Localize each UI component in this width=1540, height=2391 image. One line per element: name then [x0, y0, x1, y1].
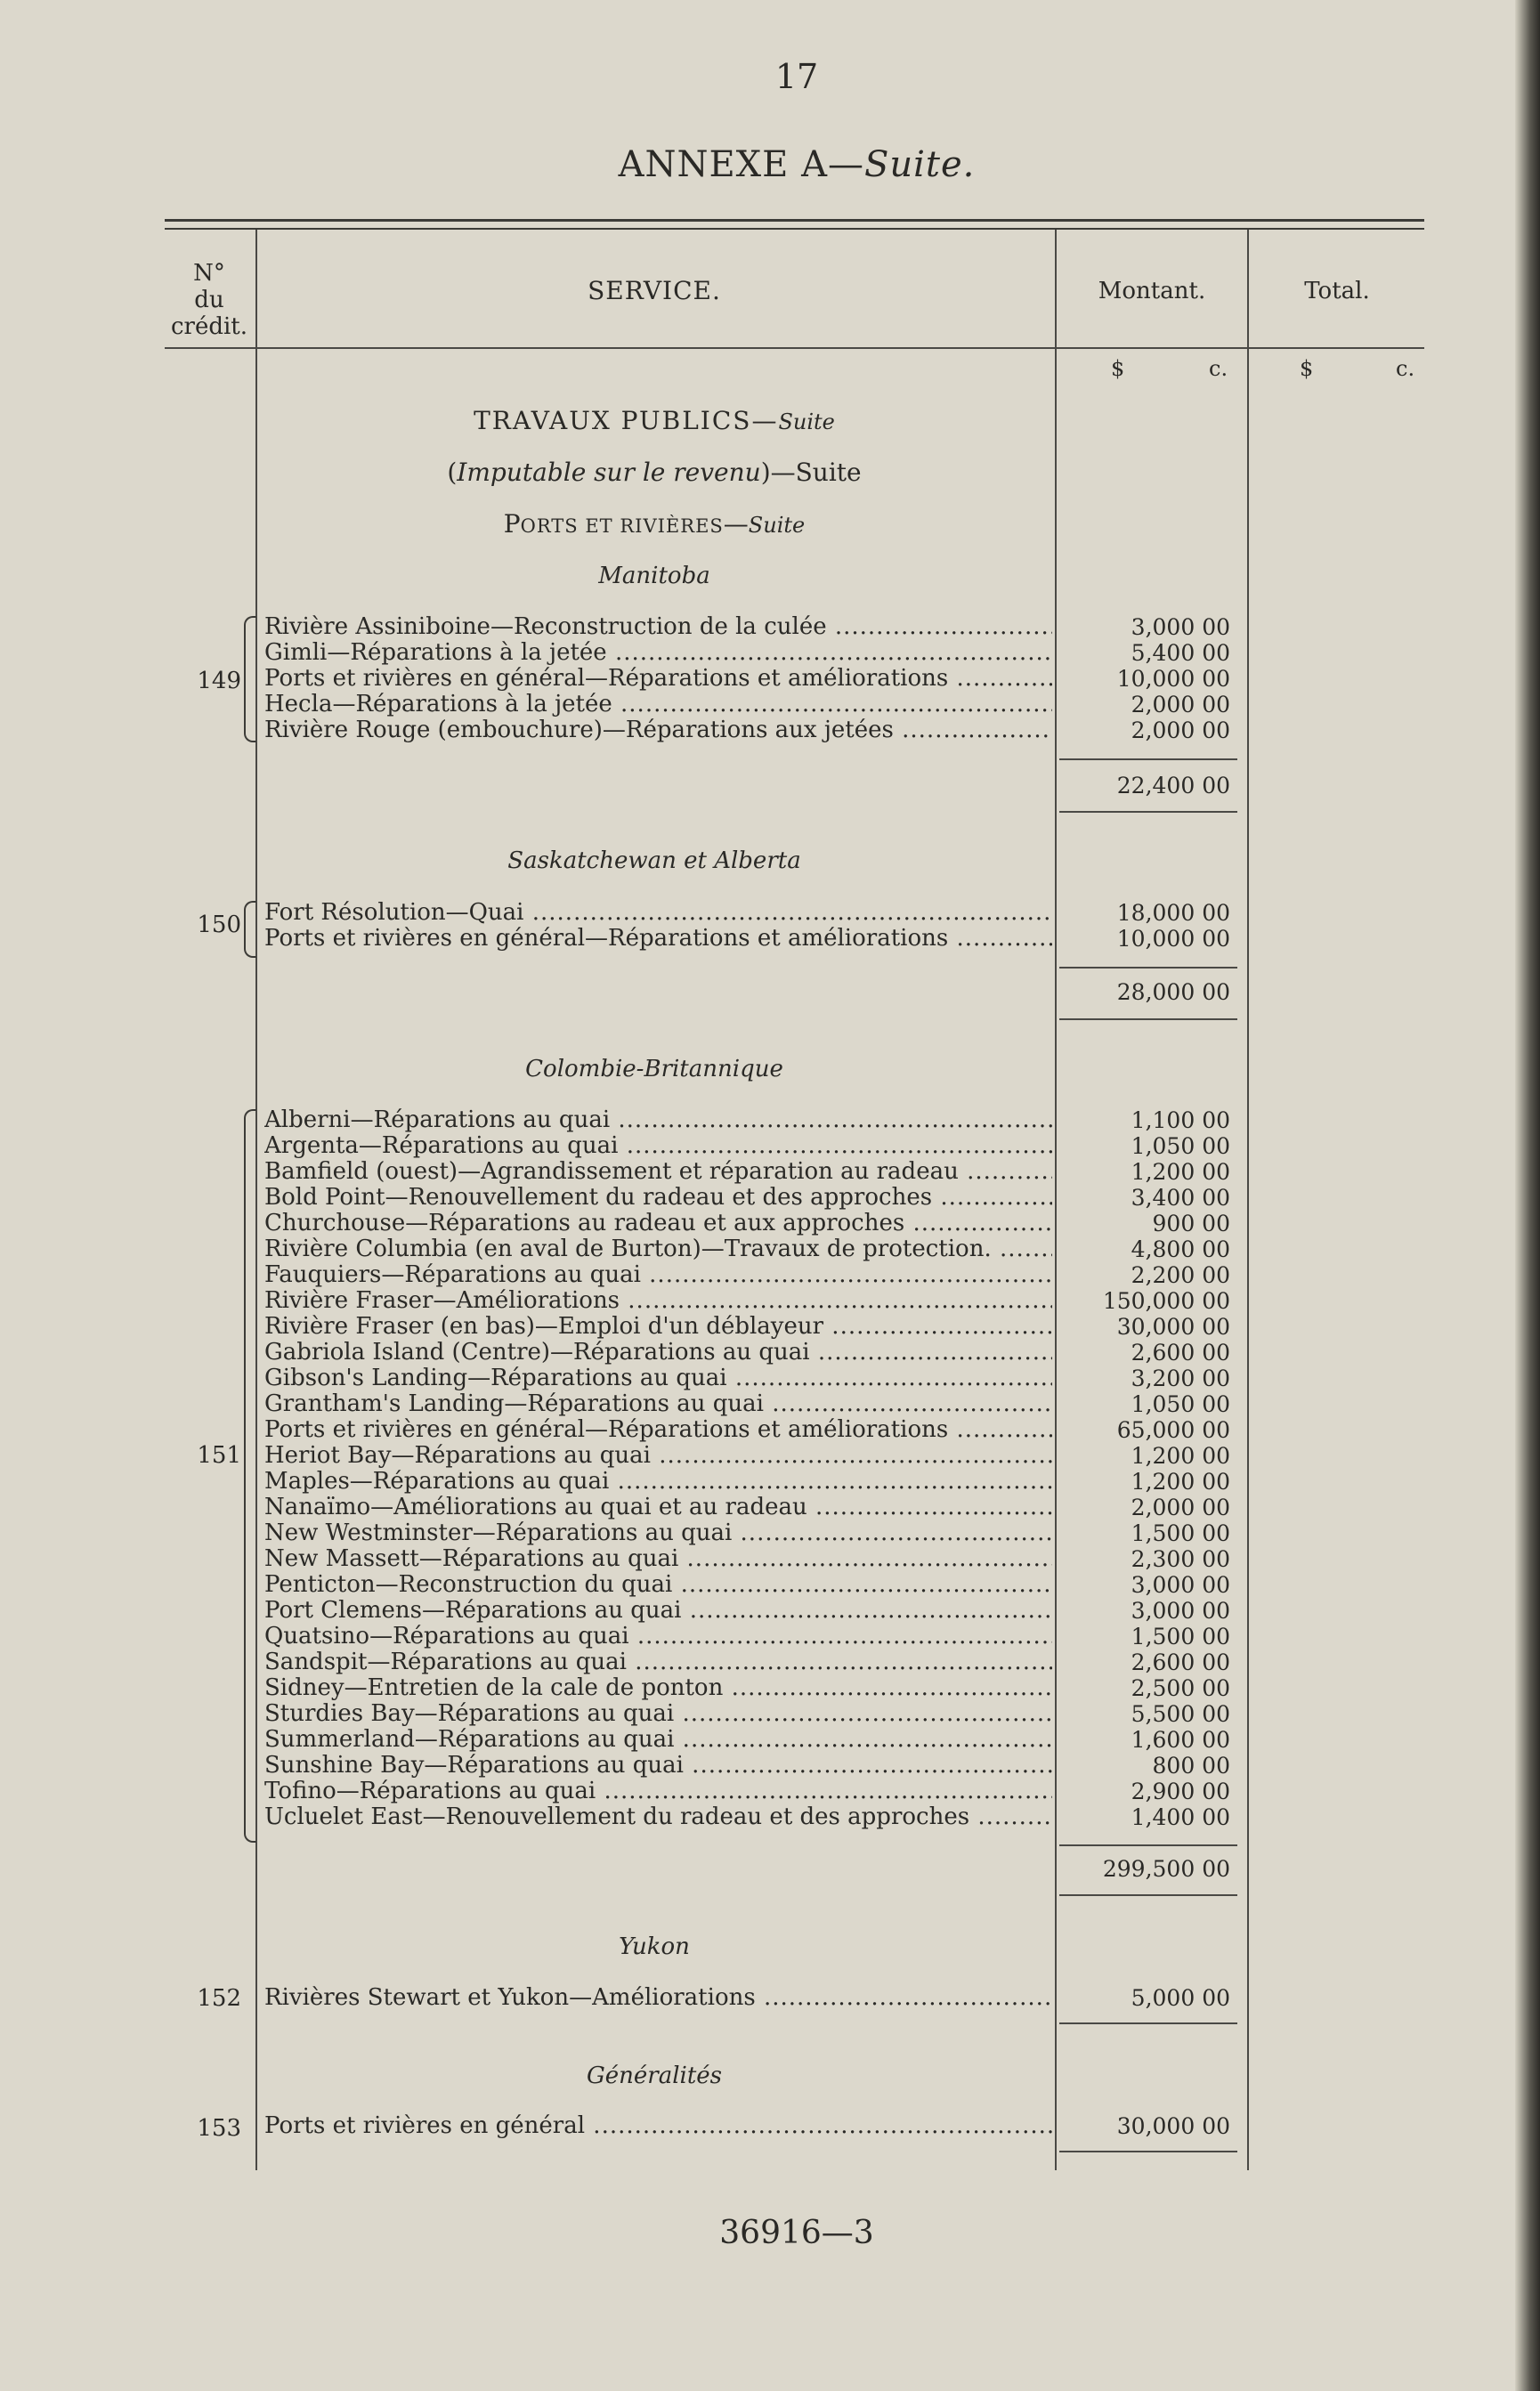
item-amount: 18,000 00: [1116, 900, 1230, 926]
credit-number: 150: [197, 912, 241, 938]
table-row: [0, 1727, 1540, 1753]
item-label: Tofino—Réparations au quai .....: [264, 1779, 1052, 1804]
section-total: 299,500 00: [1102, 1856, 1230, 1882]
annex-title-suffix: Suite.: [863, 144, 976, 185]
item-label: Ports et rivières en général .....: [264, 2113, 1052, 2139]
heading-ports-rivieres: PORTS ET RIVIÈRES—Suite: [503, 509, 806, 539]
credit-number: 153: [197, 2115, 241, 2142]
heading-travaux-publics: TRAVAUX PUBLICS—Suite: [474, 406, 835, 435]
table-row: [0, 1624, 1540, 1649]
table-row: [0, 1701, 1540, 1727]
table-row: [0, 1598, 1540, 1624]
item-label: Rivière Fraser—Améliorations .....: [264, 1288, 1052, 1314]
item-amount: 3,200 00: [1131, 1366, 1230, 1391]
table-row: [0, 1366, 1540, 1391]
subtotal-bottom-rule: [1059, 2151, 1237, 2152]
table-row: [0, 1675, 1540, 1701]
item-label: Maples—Réparations au quai .....: [264, 1469, 1052, 1495]
item-label: Argenta—Réparations au quai .....: [264, 1133, 1052, 1159]
table-row: [0, 1211, 1540, 1236]
credit-number: 151: [197, 1442, 241, 1469]
item-amount: 2,300 00: [1131, 1546, 1230, 1572]
item-amount: 10,000 00: [1116, 666, 1230, 692]
credit-number: 152: [197, 1985, 241, 2012]
annex-title: ANNEXE A—Suite.: [618, 144, 976, 185]
table-row: [0, 717, 1540, 743]
item-amount: 2,600 00: [1131, 1649, 1230, 1675]
table-row: [0, 1572, 1540, 1598]
subtotal-rule: [1059, 1844, 1237, 1846]
table-row: [0, 614, 1540, 640]
region-heading-generalites: Généralités: [586, 2063, 723, 2089]
heading-ports-smallcaps: ORTS ET RIVIÈRES: [520, 515, 724, 537]
header-credit-line1: N°: [193, 260, 225, 287]
header-total: Total.: [1304, 278, 1370, 304]
item-label: Alberni—Réparations au quai .....: [264, 1107, 1052, 1133]
region-heading-manitoba: Manitoba: [598, 563, 710, 589]
subtotal-bottom-rule: [1059, 1018, 1237, 1020]
item-amount: 2,900 00: [1131, 1779, 1230, 1804]
top-rule-thin: [165, 228, 1424, 230]
subtotal-bottom-rule: [1059, 811, 1237, 813]
item-label: Fort Résolution—Quai .....: [264, 900, 1052, 926]
item-label: Rivières Stewart et Yukon—Améliorations .....: [264, 1985, 1052, 2011]
item-label: Gibson's Landing—Réparations au quai .....: [264, 1366, 1052, 1391]
item-amount: 2,000 00: [1131, 717, 1230, 743]
item-label: Summerland—Réparations au quai .....: [264, 1727, 1052, 1753]
item-amount: 800 00: [1152, 1753, 1230, 1779]
header-credit-line3: crédit.: [170, 313, 248, 340]
table-row: [0, 1236, 1540, 1262]
item-amount: 2,600 00: [1131, 1340, 1230, 1366]
item-amount: 1,400 00: [1131, 1804, 1230, 1830]
item-label: Sturdies Bay—Réparations au quai .....: [264, 1701, 1052, 1727]
item-amount: 3,000 00: [1131, 1598, 1230, 1624]
page-number: 17: [774, 57, 819, 96]
item-label: Bamfield (ouest)—Agrandissement et réparation au radeau .....: [264, 1159, 1052, 1185]
table-row: [0, 692, 1540, 717]
item-amount: 900 00: [1152, 1211, 1230, 1236]
item-label: Gimli—Réparations à la jetée .....: [264, 640, 1052, 666]
table-row: [0, 1159, 1540, 1185]
item-label: New Westminster—Réparations au quai .....: [264, 1520, 1052, 1546]
item-label: Gabriola Island (Centre)—Réparations au quai .....: [264, 1340, 1052, 1366]
table-row: [0, 640, 1540, 666]
table-row: [0, 900, 1540, 926]
header-credit: [165, 260, 254, 340]
item-amount: 1,500 00: [1131, 1624, 1230, 1649]
table-row: [0, 1288, 1540, 1314]
item-amount: 150,000 00: [1102, 1288, 1230, 1314]
item-amount: 3,000 00: [1131, 614, 1230, 640]
item-label: Churchouse—Réparations au radeau et aux approches .....: [264, 1211, 1052, 1236]
heading-ports-initial: P: [503, 509, 521, 539]
section-total: 22,400 00: [1116, 773, 1230, 798]
section-total: 28,000 00: [1116, 979, 1230, 1005]
item-label: Bold Point—Renouvellement du radeau et des approches .....: [264, 1185, 1052, 1211]
item-amount: 1,200 00: [1131, 1159, 1230, 1185]
item-label: Quatsino—Réparations au quai .....: [264, 1624, 1052, 1649]
item-label: Sandspit—Réparations au quai .....: [264, 1649, 1052, 1675]
annex-title-text: ANNEXE A: [618, 144, 828, 185]
item-amount: 3,400 00: [1131, 1185, 1230, 1211]
table-row: [0, 1546, 1540, 1572]
region-heading-colombie-britannique: Colombie-Britannique: [525, 1056, 783, 1082]
item-amount: 3,000 00: [1131, 1572, 1230, 1598]
header-montant: Montant.: [1098, 278, 1206, 304]
header-service: SERVICE.: [588, 276, 721, 305]
table-row: [0, 1985, 1540, 2011]
item-label: New Massett—Réparations au quai .....: [264, 1546, 1052, 1572]
table-row: [0, 1443, 1540, 1469]
top-rule-thick: [165, 219, 1424, 222]
item-label: Penticton—Reconstruction du quai .....: [264, 1572, 1052, 1598]
table-row: [0, 666, 1540, 692]
item-label: Sidney—Entretien de la cale de ponton .....: [264, 1675, 1052, 1701]
table-row: [0, 1340, 1540, 1366]
table-row: [0, 1520, 1540, 1546]
item-amount: 5,500 00: [1131, 1701, 1230, 1727]
table-row: [0, 1185, 1540, 1211]
item-amount: 10,000 00: [1116, 926, 1230, 952]
heading-main-text: TRAVAUX PUBLICS: [474, 406, 752, 435]
subtotal-rule: [1059, 967, 1237, 969]
units-montant-dollar: $: [1111, 356, 1125, 381]
item-amount: 1,600 00: [1131, 1727, 1230, 1753]
table-row: [0, 1779, 1540, 1804]
item-label: Grantham's Landing—Réparations au quai .....: [264, 1391, 1052, 1417]
header-bottom-rule: [165, 347, 1424, 349]
region-heading-saskatchewan-alberta: Saskatchewan et Alberta: [507, 847, 801, 874]
item-amount: 1,200 00: [1131, 1469, 1230, 1495]
item-label: Nanaïmo—Améliorations au quai et au radeau .....: [264, 1495, 1052, 1520]
heading-ports-suffix: Suite: [748, 513, 806, 538]
table-row: [0, 1262, 1540, 1288]
item-label: Rivière Assiniboine—Reconstruction de la culée .....: [264, 614, 1052, 640]
item-label: Hecla—Réparations à la jetée .....: [264, 692, 1052, 717]
table-row: [0, 1314, 1540, 1340]
item-amount: 5,000 00: [1131, 1985, 1230, 2011]
heading-imputable-suffix: Suite: [795, 458, 862, 487]
item-amount: 2,000 00: [1131, 1495, 1230, 1520]
item-label: Rivière Columbia (en aval de Burton)—Travaux de protection. .....: [264, 1236, 1052, 1262]
table-row: [0, 1495, 1540, 1520]
item-label: Rivière Fraser (en bas)—Emploi d'un déblayeur .....: [264, 1314, 1052, 1340]
heading-imputable: (Imputable sur le revenu)—Suite: [447, 458, 862, 487]
item-label: Heriot Bay—Réparations au quai .....: [264, 1443, 1052, 1469]
item-label: Port Clemens—Réparations au quai .....: [264, 1598, 1052, 1624]
item-label: Ports et rivières en général—Réparations et améliorations .....: [264, 666, 1052, 692]
item-amount: 2,500 00: [1131, 1675, 1230, 1701]
table-row: [0, 1753, 1540, 1779]
item-label: Sunshine Bay—Réparations au quai .....: [264, 1753, 1052, 1779]
table-row: [0, 1391, 1540, 1417]
item-amount: 30,000 00: [1116, 1314, 1230, 1340]
subtotal-bottom-rule: [1059, 2022, 1237, 2024]
item-amount: 4,800 00: [1131, 1236, 1230, 1262]
table-row: [0, 1133, 1540, 1159]
table-row: [0, 1107, 1540, 1133]
subtotal-rule: [1059, 758, 1237, 760]
footer-printing-code: 36916—3: [719, 2215, 874, 2251]
table-row: [0, 1804, 1540, 1830]
item-amount: 1,050 00: [1131, 1391, 1230, 1417]
table-row: [0, 2113, 1540, 2139]
item-amount: 1,050 00: [1131, 1133, 1230, 1159]
item-amount: 65,000 00: [1116, 1417, 1230, 1443]
table-row: [0, 1649, 1540, 1675]
units-total-cents: c.: [1396, 356, 1415, 381]
units-montant-cents: c.: [1209, 356, 1228, 381]
item-amount: 5,400 00: [1131, 640, 1230, 666]
item-label: Ports et rivières en général—Réparations et améliorations .....: [264, 926, 1052, 952]
header-credit-line2: du: [194, 287, 224, 313]
table-row: [0, 1417, 1540, 1443]
units-total-dollar: $: [1300, 356, 1314, 381]
table-row: [0, 926, 1540, 952]
heading-imputable-text: Imputable sur le revenu: [457, 458, 761, 487]
item-amount: 1,500 00: [1131, 1520, 1230, 1546]
heading-main-suffix: Suite: [778, 409, 835, 434]
subtotal-bottom-rule: [1059, 1894, 1237, 1896]
item-amount: 30,000 00: [1116, 2113, 1230, 2139]
item-label: Rivière Rouge (embouchure)—Réparations aux jetées .....: [264, 717, 1052, 743]
item-label: Fauquiers—Réparations au quai .....: [264, 1262, 1052, 1288]
region-heading-yukon: Yukon: [619, 1933, 690, 1960]
item-amount: 2,200 00: [1131, 1262, 1230, 1288]
item-amount: 2,000 00: [1131, 692, 1230, 717]
item-label: Ports et rivières en général—Réparations et améliorations .....: [264, 1417, 1052, 1443]
item-amount: 1,100 00: [1131, 1107, 1230, 1133]
credit-number: 149: [197, 668, 241, 694]
table-row: [0, 1469, 1540, 1495]
item-amount: 1,200 00: [1131, 1443, 1230, 1469]
item-label: Ucluelet East—Renouvellement du radeau et des approches .....: [264, 1804, 1052, 1830]
